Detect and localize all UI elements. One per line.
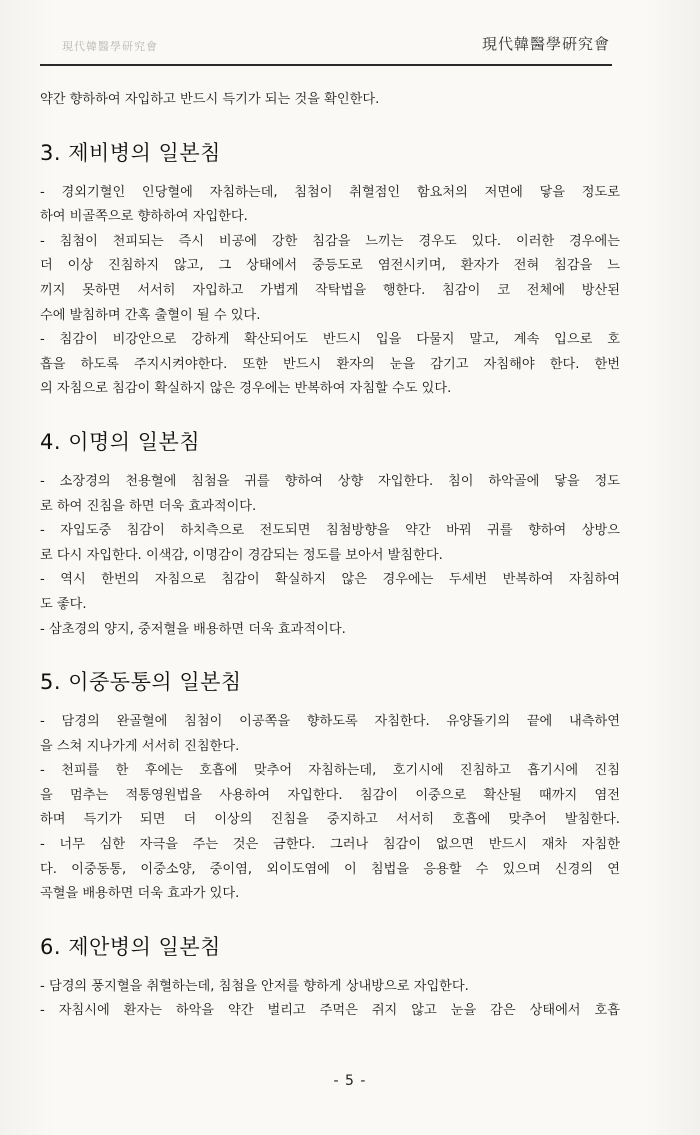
header-faint-title: 現代韓醫學研究會: [62, 40, 158, 53]
body-line: - 담경의 풍지혈을 취혈하는데, 침첨을 안저를 향하게 상내방으로 자입한다.: [40, 978, 469, 994]
body-line: - 자침시에 환자는 하악을 약간 벌리고 주먹은 쥐지 않고 눈을 감은 상태에서 호흡: [40, 1003, 620, 1019]
section-heading-5: 5. 이중동통의 일본침: [40, 670, 242, 695]
body-line: 수에 발침하며 간혹 출혈이 될 수 있다.: [40, 307, 261, 323]
body-line: 로 다시 자입한다. 이색감, 이명감이 경감되는 정도를 보아서 발침한다.: [40, 547, 443, 563]
header-title: 現代韓醫學硏究會: [481, 35, 610, 53]
section-heading-4: 4. 이명의 일본침: [40, 429, 201, 454]
body-line: 도 좋다.: [40, 596, 87, 612]
body-line: 을 스쳐 지나가게 서서히 진침한다.: [40, 738, 240, 754]
section-heading-3: 3. 제비병의 일본침: [40, 140, 221, 165]
body-line: 하며 득기가 되면 더 이상의 진침을 중지하고 서서히 호흡에 맞추어 발침한다.: [40, 812, 620, 828]
body-line: 곡혈을 배용하면 더욱 효과가 있다.: [40, 886, 240, 902]
body-line: 로 하여 진침을 하면 더욱 효과적이다.: [40, 498, 257, 514]
body-line: 더 이상 진침하지 않고, 그 상태에서 중등도로 염전시키며, 환자가 전혀 침감을 느: [40, 258, 620, 274]
body-line: - 자입도중 침감이 하치측으로 전도되면 침첨방향을 약간 바꿔 귀를 향하여 상방으: [40, 523, 620, 539]
header-rule: [40, 64, 612, 66]
body-line: - 침감이 비강안으로 강하게 확산되어도 반드시 입을 다물지 말고, 계속 입으로 호: [40, 332, 620, 348]
section-heading-6: 6. 제안병의 일본침: [40, 934, 221, 959]
body-line: - 경외기혈인 인당혈에 자침하는데, 침첨이 취혈점인 함요처의 저면에 닿을 정도로: [40, 184, 620, 200]
body-line: 을 멈추는 적통영원법을 사용하여 자입한다. 침감이 이중으로 확산될 때까지 염전: [40, 787, 620, 803]
body-line: 다. 이중동통, 이중소양, 중이염, 외이도염에 이 침법을 응용할 수 있으며 신경의 연: [40, 861, 620, 877]
body-line: 의 자침으로 침감이 확실하지 않은 경우에는 반복하여 자침할 수도 있다.: [40, 381, 452, 397]
body-line: - 소장경의 천용혈에 침첨을 귀를 향하여 상향 자입한다. 침이 하악골에 닿을 정도: [40, 473, 620, 489]
body-line: - 담경의 완골혈에 침첨이 이공쪽을 향하도록 자침한다. 유양돌기의 끝에 내측하연: [40, 714, 620, 730]
body-line: - 너무 심한 자극을 주는 것은 금한다. 그러나 침감이 없으면 반드시 재차 자침한: [40, 837, 620, 853]
body-line: - 역시 한번의 자침으로 침감이 확실하지 않은 경우에는 두세번 반복하여 자침하여: [40, 572, 620, 588]
body-line: - 삼초경의 양지, 중저혈을 배용하면 더욱 효과적이다.: [40, 621, 346, 637]
body-line: - 천피를 한 후에는 호흡에 맞추어 자침하는데, 호기시에 진침하고 흡기시에 진침: [40, 763, 620, 779]
page-number: - 5 -: [333, 1073, 367, 1089]
body-line: - 침첨이 천피되는 즉시 비공에 강한 침감을 느끼는 경우도 있다. 이러한 경우에는: [40, 233, 620, 249]
intro-line: 약간 향하하여 자입하고 반드시 득기가 되는 것을 확인한다.: [40, 92, 380, 107]
body-line: 흡을 하도록 주지시켜야한다. 또한 반드시 환자의 눈을 감기고 자침해야 한다. 한번: [40, 356, 620, 372]
body-line: 끼지 못하면 서서히 자입하고 가볍게 작탁법을 행한다. 침감이 코 전체에 방산된: [40, 282, 620, 298]
body-content: [40, 88, 620, 1024]
body-line: 하여 비골쪽으로 향하하여 자입한다.: [40, 209, 248, 225]
